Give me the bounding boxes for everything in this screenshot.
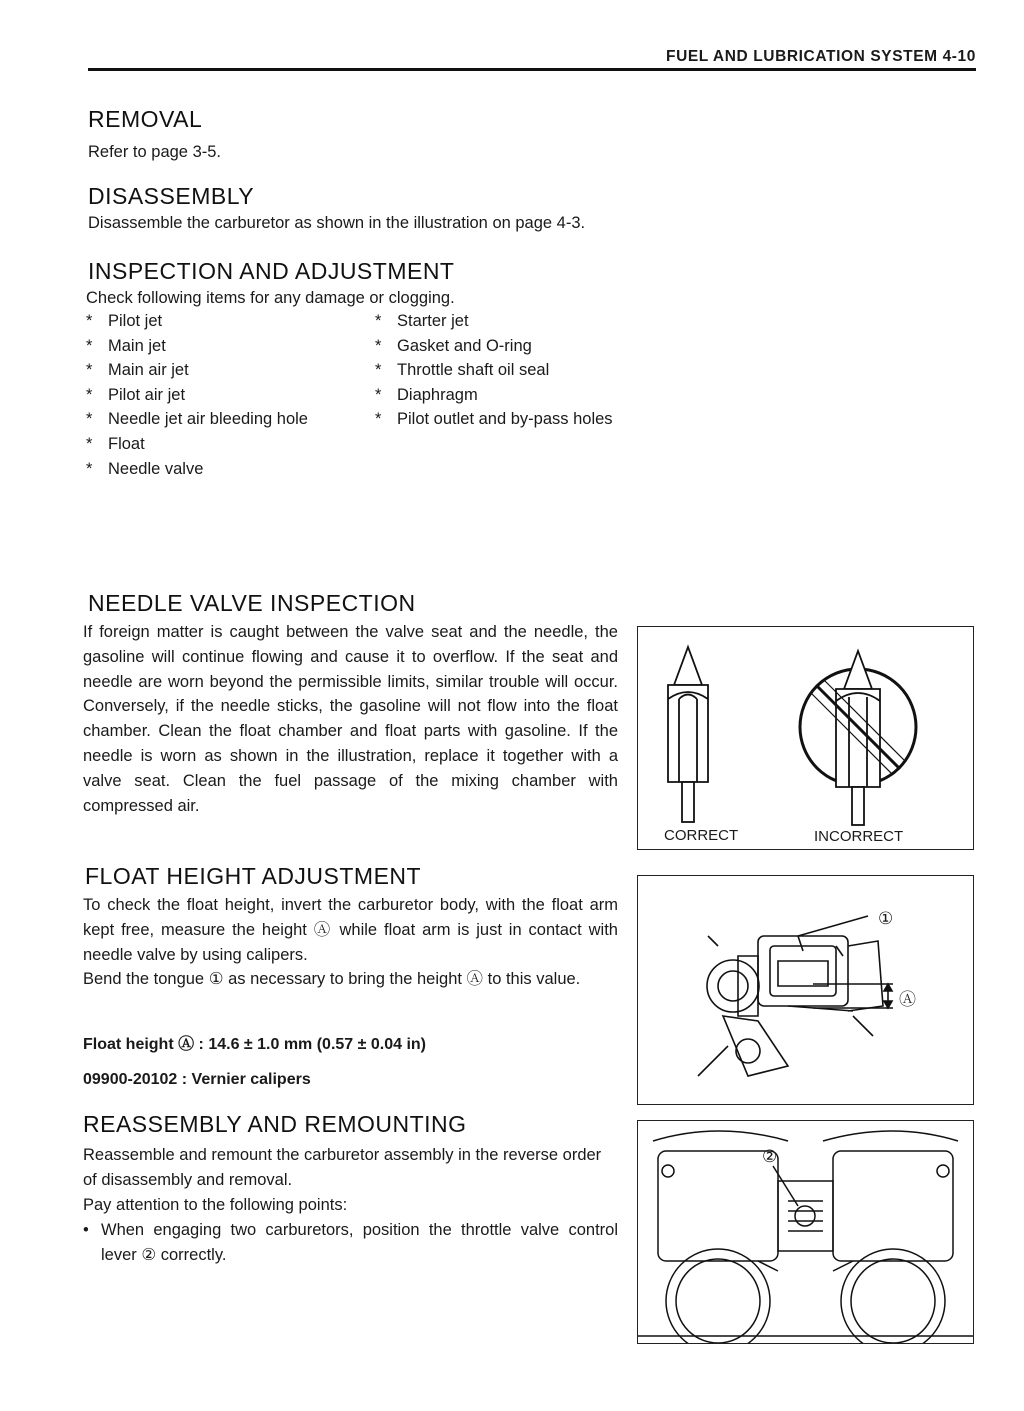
- reassembly-bullet: [83, 1218, 618, 1268]
- list-item: * Float: [86, 434, 145, 453]
- needle-valve-text: If foreign matter is caught between the valve seat and the needle, the gasoline will continue flowing and cause it to overflow. If the seat and needle are worn beyond the permissible limits, similar trouble will occur. Conversely, if the needle sticks, the gasoline will not flow into the float chamber. Clean the float chamber and float parts with gasoline. If the needle is worn as shown in the illustration, replace it together with a valve seat. Clean the fuel passage of the mixing chamber with compressed air.: [83, 623, 618, 815]
- list-item: * Pilot jet: [86, 312, 163, 330]
- list-item: * Diaphragm: [375, 385, 478, 404]
- incorrect-label: INCORRECT: [814, 828, 904, 845]
- inspection-list-right: [375, 309, 613, 432]
- running-head: FUEL AND LUBRICATION SYSTEM 4-10: [666, 48, 976, 65]
- inspection-heading: INSPECTION AND ADJUSTMENT: [88, 258, 455, 284]
- incorrect-needle-drawing: [800, 651, 916, 825]
- list-item: * Pilot air jet: [86, 385, 186, 404]
- correct-needle-drawing: [668, 647, 708, 822]
- carburetor-float-illustration: [638, 876, 973, 1104]
- reassembly-figure: [637, 1120, 974, 1344]
- inspection-list-left: [86, 309, 308, 481]
- reassembly-heading: REASSEMBLY AND REMOUNTING: [83, 1111, 467, 1137]
- list-item: * Throttle shaft oil seal: [375, 361, 550, 380]
- float-height-figure: [637, 875, 974, 1105]
- inspection-intro: Check following items for any damage or clogging.: [86, 289, 455, 307]
- special-tool: 09900-20102 : Vernier calipers: [83, 1071, 311, 1088]
- bullet-marker: •: [83, 1221, 89, 1239]
- correct-label: CORRECT: [664, 827, 739, 844]
- reassembly-bullet-text: When engaging two carburetors, position the throttle valve control lever ② correctly.: [101, 1221, 618, 1264]
- list-item: * Needle jet air bleeding hole: [86, 410, 308, 429]
- list-item: * Main jet: [86, 336, 166, 355]
- list-item: * Needle valve: [86, 459, 204, 478]
- needle-valve-illustration: [638, 627, 973, 849]
- list-item: * Main air jet: [86, 361, 189, 380]
- removal-text: Refer to page 3-5.: [88, 143, 221, 161]
- disassembly-text: Disassemble the carburetor as shown in the illustration on page 4-3.: [88, 214, 586, 232]
- header-rule: [88, 68, 976, 71]
- float-height-spec: Float height Ⓐ : 14.6 ± 1.0 mm (0.57 ± 0.04 in): [83, 1036, 426, 1053]
- callout-2: ②: [762, 1147, 778, 1166]
- removal-heading: REMOVAL: [88, 106, 203, 132]
- list-item: * Starter jet: [375, 312, 469, 330]
- list-item: * Gasket and O-ring: [375, 336, 532, 355]
- float-height-heading: FLOAT HEIGHT ADJUSTMENT: [85, 863, 422, 889]
- disassembly-heading: DISASSEMBLY: [88, 183, 255, 209]
- needle-valve-figure: [637, 626, 974, 850]
- float-height-para1: To check the float height, invert the carburetor body, with the float arm kept free, measure the height Ⓐ while float arm is just in contact with needle valve by using calipers.: [83, 896, 618, 964]
- list-item: * Pilot outlet and by-pass holes: [375, 410, 613, 429]
- needle-valve-heading: NEEDLE VALVE INSPECTION: [88, 590, 416, 616]
- callout-1: ①: [878, 909, 894, 928]
- reassembly-para2: Pay attention to the following points:: [83, 1196, 348, 1214]
- twin-carburetor-illustration: [638, 1121, 973, 1343]
- float-height-para2: Bend the tongue ① as necessary to bring the height Ⓐ to this value.: [83, 970, 581, 988]
- reassembly-para1: Reassemble and remount the carburetor assembly in the reverse order of disassembly and removal.: [83, 1146, 602, 1189]
- callout-a: Ⓐ: [899, 990, 916, 1009]
